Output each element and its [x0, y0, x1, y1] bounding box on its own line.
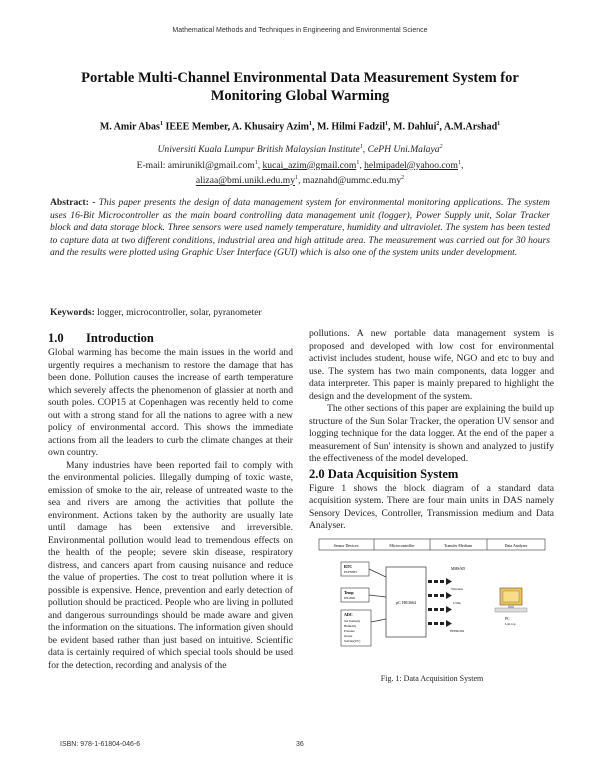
section-1-number: 1.0 — [48, 331, 64, 345]
section-1-paragraph-3: The other sections of this paper are explaining the build up structure of the Sun Solar Tracker, the operation UV sensor and logging technique for the data logger. At the end of the paper a measurement of Sun' intensity is shown and analyzed to justify the effectiveness of the model developed. — [309, 403, 554, 464]
block-diagram — [317, 537, 547, 667]
author-list: M. Amir Abas$^1$ IEEE Member, A. Khusairy Azim$^1$, M. Hilmi Fadzil$^1$, M. Dahlui$^2$, A.M.Arshad$^1$ — [99, 121, 501, 133]
keywords — [50, 307, 550, 318]
email-line-2: $alizaa@bmi.unikl.edu.my^1$, $maznahd@ummc.edu.my^2$ — [195, 175, 405, 187]
email-4-sup: 1 — [295, 175, 298, 182]
pc-sub-label: Lab top — [505, 621, 516, 626]
pc-keyboard-icon — [495, 608, 527, 612]
mmsd-label: MMS/SD — [451, 566, 465, 571]
author-3-sup: 1 — [385, 121, 389, 127]
institution-1-sup: 1 — [359, 144, 363, 150]
author-4-sup: 2 — [436, 121, 440, 127]
header-data-analyser: Data Analyser — [504, 542, 528, 548]
section-2-title: Data Acquisition System — [327, 466, 459, 481]
rtc-label: RTC — [344, 563, 353, 569]
section-2-heading — [309, 467, 554, 482]
keywords-label: Keywords: — [50, 307, 95, 318]
institution-1: Universiti Kuala Lumpur British Malaysian Institute — [157, 144, 360, 156]
abstract-text: This paper presents the design of data management system for environmental monitoring applications. The system uses 16-Bit Microcontroller as the main board controlling data management unit (logger), Power Supply unit, Solar Tracker block and data storage block. Three sensors were used namely temperature, humidity and ultraviolet. The system has been tested to capture data at two different conditions, industrial area and high attitude area. The measurement was carried out for 30 hours and the results were plotted using Graphic User Interface (GUI) which is also one of the system units under development. — [50, 197, 550, 258]
author-2-sup: 1 — [308, 121, 312, 127]
figure-1-caption: Fig. 1: Data Acquisition System — [380, 674, 484, 683]
email-1[interactable]: amirunikl@gmail.com — [167, 159, 255, 171]
header-transfer-medium: Transfer Medium — [444, 542, 472, 548]
abstract-label: Abstract: - — [50, 197, 96, 208]
author-5: A.M.Arshad — [443, 121, 498, 133]
eeprom-label: EEPROM — [450, 628, 464, 633]
email-line-1: E-mail: amirunikl@gmail.com$^1$, kucai_azim@gmail.com$^1$, helmipadel@yahoo.com$^1$, — [136, 159, 464, 171]
institution-2-sup: 2 — [439, 144, 443, 150]
pc-label: PC — [505, 616, 510, 621]
section-1-heading — [48, 331, 293, 346]
right-column — [309, 328, 554, 683]
wireless-label: Wireless — [451, 586, 463, 591]
abstract — [50, 197, 550, 260]
keywords-text: logger, microcontroller, solar, pyranometer — [94, 307, 262, 318]
email-2[interactable]: kucai_azim@gmail.com — [262, 159, 357, 171]
figure-1 — [317, 537, 547, 683]
temp-label: Temp — [344, 589, 354, 595]
adc-line-2: Humidity — [344, 623, 357, 628]
footer-page-number: 36 — [296, 741, 304, 748]
author-3: M. Hilmi Fadzil — [316, 121, 386, 133]
rtc-sub-label: PCF8583 — [344, 569, 357, 574]
institution-line: Universiti Kuala Lumpur British Malaysian Institute$^1$, CePH Uni.Malaya$^2$ — [157, 144, 443, 156]
footer-isbn: ISBN: 978-1-61804-046-6 — [60, 741, 141, 748]
author-1-sup: 1 — [159, 121, 163, 127]
author-2: A. Khusairy Azim — [232, 121, 309, 133]
institution-2: CePH Uni.Malaya — [367, 144, 440, 156]
header-microcontroller: Microcontroller — [389, 542, 415, 548]
running-header: Mathematical Methods and Techniques in Engineering and Environmental Science — [172, 27, 428, 34]
email-5-sup: 2 — [401, 175, 405, 182]
header-sensor-devices: Sensor Devices — [333, 542, 359, 548]
email-3-sup: 1 — [457, 159, 461, 166]
author-4: M. Dahlui — [393, 121, 437, 133]
adc-label: ADC — [344, 611, 353, 617]
adc-line-4: Ozone — [344, 633, 353, 638]
email-label: E-mail: — [136, 159, 168, 171]
email-2-sup: 1 — [356, 159, 360, 166]
adc-line-3: Pressure — [344, 628, 355, 633]
microcontroller-label: µC H8/3664 — [396, 599, 416, 605]
section-1-title: Introduction — [86, 331, 154, 345]
temp-sub-label: DS1820 — [344, 595, 356, 600]
email-3[interactable]: helmipadel@yahoo.com — [364, 159, 458, 171]
title-line-2: Monitoring Global Warming — [210, 88, 390, 104]
section-1-paragraph-1: Global warming has become the main issues in the world and urgently requires a mechanism to restore the damage that has been done. Pollution causes the increase of earth temperature which severely affects the phenomenon of glassier at north and south poles. COP15 at Copenhagen was recently held to come out with a strong stand for all the nations to agree with a new policy of environmental accord. This shows the immediate actions from all the leaders to curb the climate changes at their own country. — [48, 347, 293, 458]
title-line-1: Portable Multi-Channel Environmental Data Measurement System for — [81, 70, 519, 86]
adc-line-5: Solidus(UV) — [344, 638, 361, 643]
cable-label: Cable — [453, 600, 461, 605]
section-1-paragraph-2: Many industries have been reported fail to comply with the environmental policies. Illegally dumping of toxic waste, emission of smoke to the air, release of untreated waste to the sea and rivers are among the activities that pollute the environment. Actions taken by the authority are usually late until damage has been extensive and irreversible. Environmental pollution would lead to tremendous effects on the health of the people; severe skin disease, respiratory distress, and cancers apart from causing nuisance and reduce the value of properties. The cost to treat pollution where it is possible is expensive. Hence, prevention and early detection of pollution should be practiced. People who are living in polluted and dangerous surroundings should be made aware and given the information on the situations. The information given should be evident based rather than just based on intuitive. Scientific data is certainly required of which special tools should be used for the detection, recording and analysis of the — [48, 459, 293, 671]
email-5[interactable]: maznahd@ummc.edu.my — [302, 175, 402, 187]
section-1-paragraph-2-continued: pollutions. A new portable data management system is proposed and developed with low cost for environmental activist includes student, house wife, NGO and etc to buy and use. The system has two main components, data logger and data interpreter. This paper is mainly prepared to highlight the design and the development of the system. — [309, 328, 554, 402]
section-2-number: 2.0 — [309, 466, 325, 481]
email-4[interactable]: alizaa@bmi.unikl.edu.my — [195, 175, 295, 187]
left-column — [48, 331, 293, 672]
adc-line-1: Sol Intensity — [344, 618, 361, 623]
affiliation-block — [40, 141, 560, 188]
author-1: M. Amir Abas — [99, 121, 160, 133]
author-5-sup: 1 — [497, 121, 501, 127]
author-1-note: IEEE Member, — [162, 121, 233, 133]
section-2-paragraph-1: Figure 1 shows the block diagram of a standard data acquisition system. There are four main units in DAS namely Sensory Devices, Controller, Transmission medium and Data Analyser. — [309, 482, 554, 531]
email-1-sup: 1 — [254, 159, 258, 166]
paper-title — [40, 69, 560, 105]
